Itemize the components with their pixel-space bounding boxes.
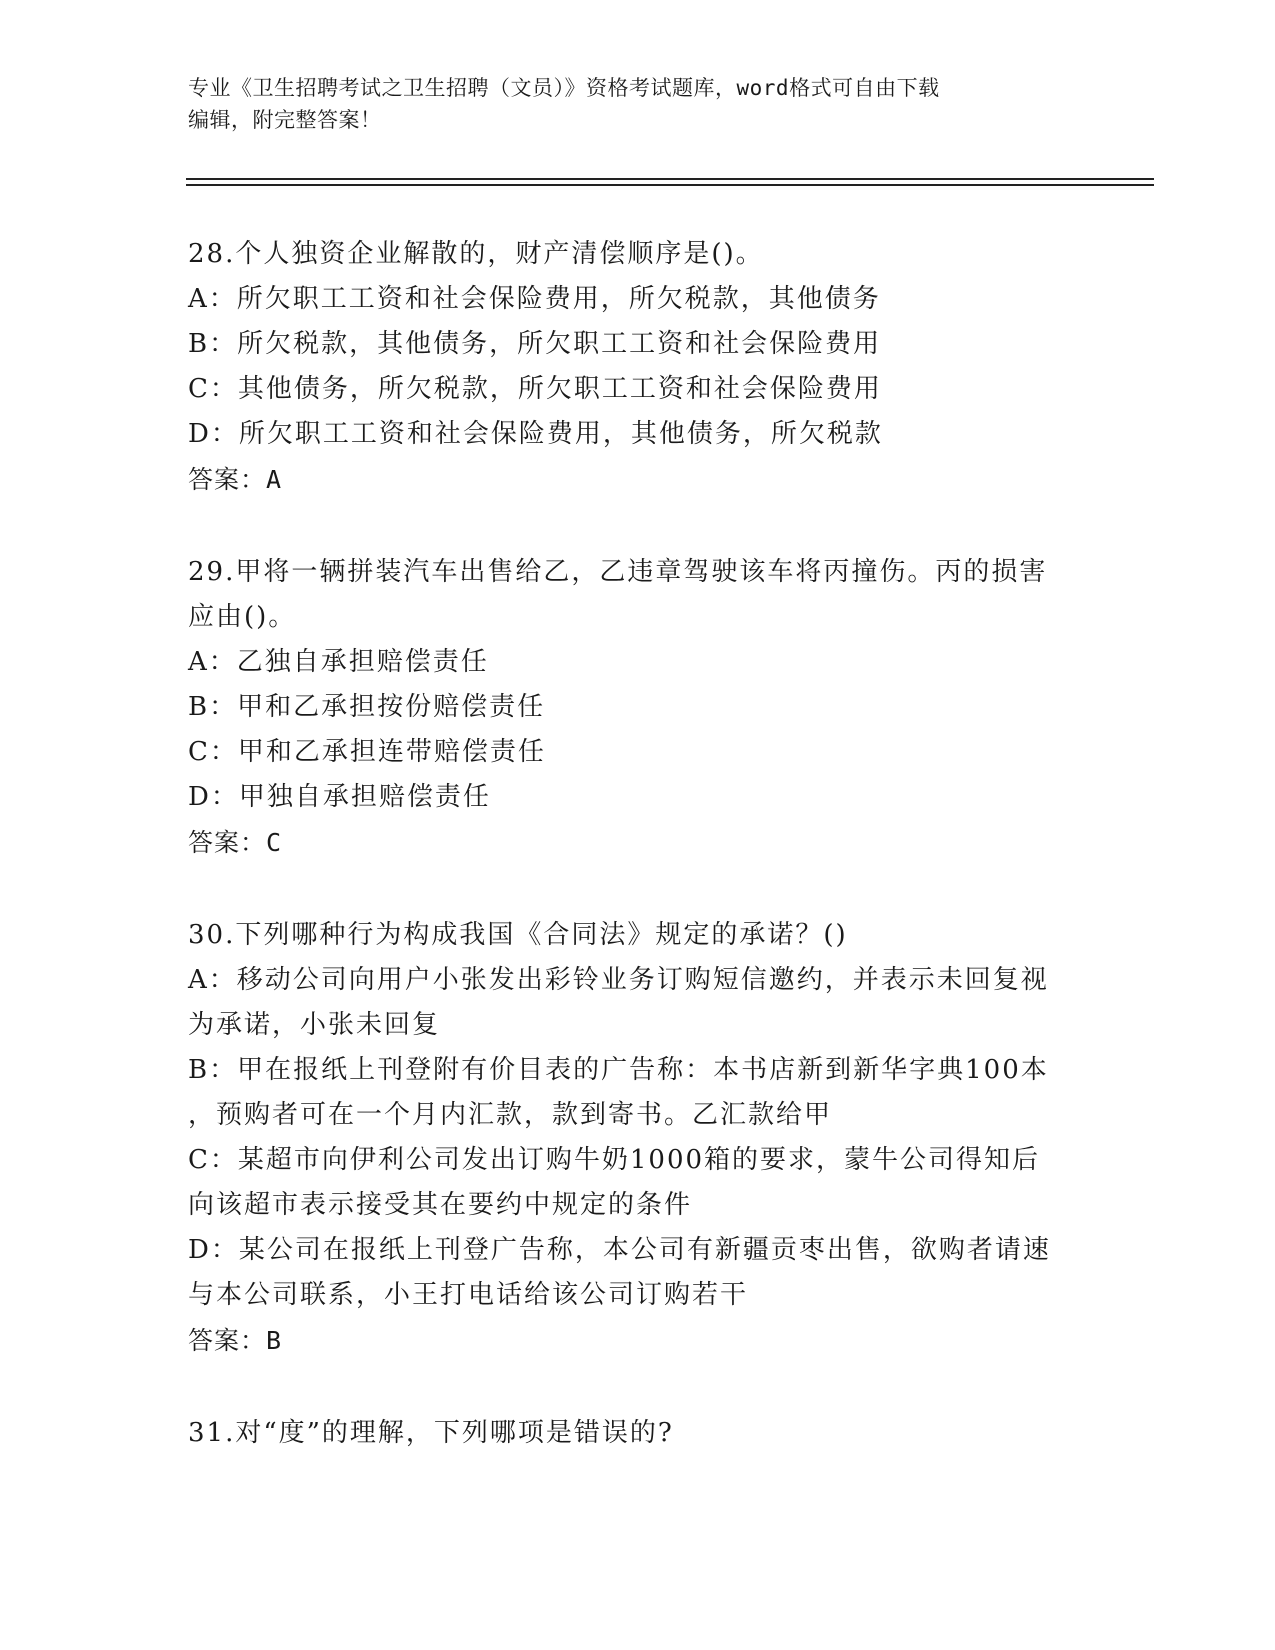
option-text: A：移动公司向用户小张发出彩铃业务订购短信邀约，并表示未回复视 (188, 965, 1049, 995)
option-text: D：甲独自承担赔偿责任 (188, 782, 491, 812)
option-text: ，预购者可在一个月内汇款，款到寄书。乙汇款给甲 (188, 1100, 833, 1130)
question-block (188, 1411, 1088, 1456)
option-text: D：某公司在报纸上刊登广告称，本公司有新疆贡枣出售，欲购者请速 (188, 1235, 1051, 1265)
option-text: D：所欠职工工资和社会保险费用，其他债务，所欠税款 (188, 419, 883, 449)
option-text: A：所欠职工工资和社会保险费用，所欠税款，其他债务 (188, 284, 881, 314)
question-block (188, 913, 1088, 1363)
option-text: C：甲和乙承担连带赔偿责任 (188, 737, 546, 767)
document-header (188, 72, 1088, 136)
question-list (188, 232, 1088, 1456)
header-divider (186, 178, 1154, 186)
question-stem: 应由()。 (188, 602, 297, 632)
answer-text: 答案：A (188, 465, 283, 494)
option-text: B：所欠税款，其他债务，所欠职工工资和社会保险费用 (188, 329, 882, 359)
option-text: B：甲在报纸上刊登附有价目表的广告称：本书店新到新华字典100本 (188, 1055, 1049, 1085)
answer-text: 答案：B (188, 1326, 283, 1355)
option-text: C：某超市向伊利公司发出订购牛奶1000箱的要求，蒙牛公司得知后 (188, 1145, 1041, 1175)
option-text: 向该超市表示接受其在要约中规定的条件 (188, 1190, 693, 1220)
question-stem: 30.下列哪种行为构成我国《合同法》规定的承诺？() (188, 920, 848, 950)
question-stem: 29.甲将一辆拼装汽车出售给乙，乙违章驾驶该车将丙撞伤。丙的损害 (188, 557, 1048, 587)
option-text: B：甲和乙承担按份赔偿责任 (188, 692, 546, 722)
question-stem: 31.对“度”的理解，下列哪项是错误的? (188, 1418, 674, 1448)
header-line: 专业《卫生招聘考试之卫生招聘（文员）》资格考试题库，word格式可自由下载 (188, 76, 940, 100)
question-block (188, 232, 1088, 502)
option-text: 为承诺，小张未回复 (188, 1010, 441, 1040)
option-text: 与本公司联系，小王打电话给该公司订购若干 (188, 1280, 749, 1310)
header-line: 编辑，附完整答案！ (188, 108, 382, 132)
question-block (188, 550, 1088, 865)
option-text: A：乙独自承担赔偿责任 (188, 647, 489, 677)
question-stem: 28.个人独资企业解散的，财产清偿顺序是()。 (188, 239, 764, 269)
option-text: C：其他债务，所欠税款，所欠职工工资和社会保险费用 (188, 374, 882, 404)
answer-text: 答案：C (188, 828, 283, 857)
